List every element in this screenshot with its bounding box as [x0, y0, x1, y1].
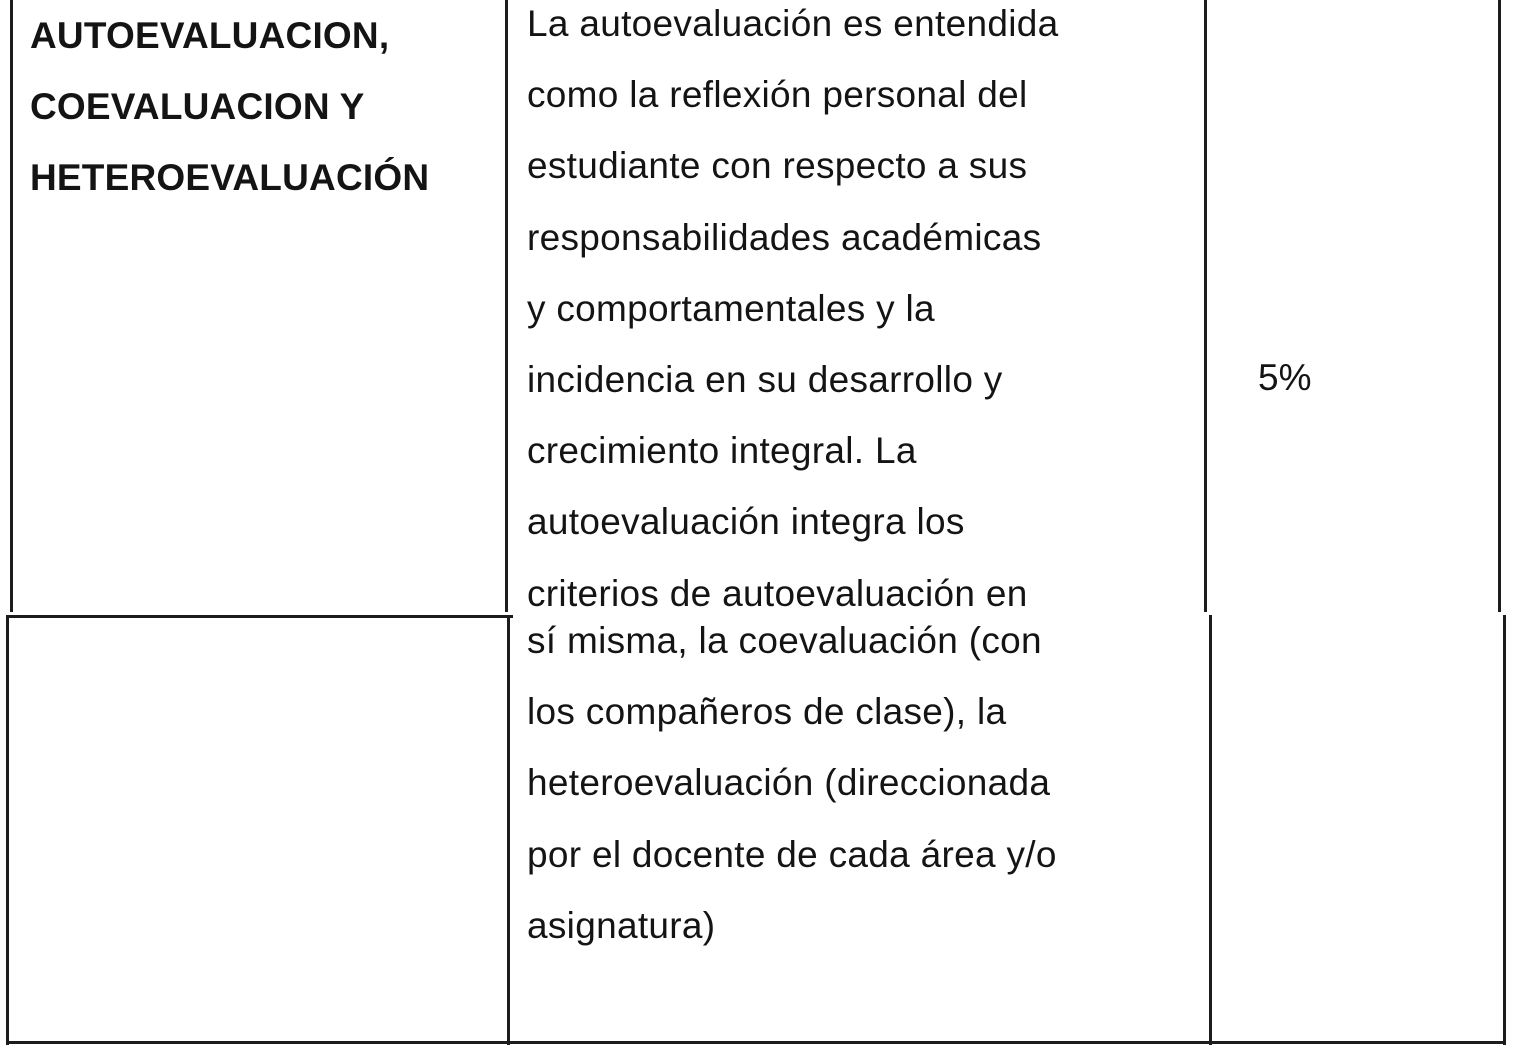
criterion-line: HETEROEVALUACIÓN [30, 157, 430, 198]
description-line: La autoevaluación es entendida [527, 3, 1059, 44]
description-line: y comportamentales y la [527, 287, 935, 329]
description-lower [527, 605, 1057, 961]
description-line: responsabilidades académicas [527, 216, 1042, 258]
description-line: por el docente de cada área y/o [527, 833, 1057, 875]
upper-right-border [1498, 0, 1501, 612]
lower-col1-divider [507, 615, 510, 1045]
description-line: criterios de autoevaluación en [527, 572, 1028, 614]
description-line: autoevaluación integra los [527, 501, 965, 543]
description-line: crecimiento integral. La [527, 430, 917, 472]
lower-left-border [6, 615, 9, 1045]
description-line: estudiante con respecto a sus [527, 145, 1028, 187]
description-line: heteroevaluación (direccionada [527, 762, 1051, 804]
criterion-heading [30, 0, 429, 213]
lower-col2-divider [1209, 615, 1212, 1045]
criterion-line: AUTOEVALUACION, [30, 15, 390, 56]
upper-col1-divider [505, 0, 508, 612]
description-line: asignatura) [527, 904, 716, 946]
description-line: como la reflexión personal del [527, 74, 1028, 116]
description-line: incidencia en su desarrollo y [527, 359, 1003, 401]
upper-left-border [10, 0, 13, 612]
description-line: sí misma, la coevaluación (con [527, 620, 1042, 661]
criterion-line: COEVALUACION Y [30, 86, 365, 127]
percentage-value: 5% [1258, 357, 1312, 398]
lower-bottom-border [6, 1041, 1506, 1044]
description-line: los compañeros de clase), la [527, 691, 1007, 733]
description-upper [527, 0, 1059, 629]
lower-top-border [8, 615, 513, 618]
upper-col2-divider [1204, 0, 1207, 612]
lower-right-border [1503, 615, 1506, 1045]
